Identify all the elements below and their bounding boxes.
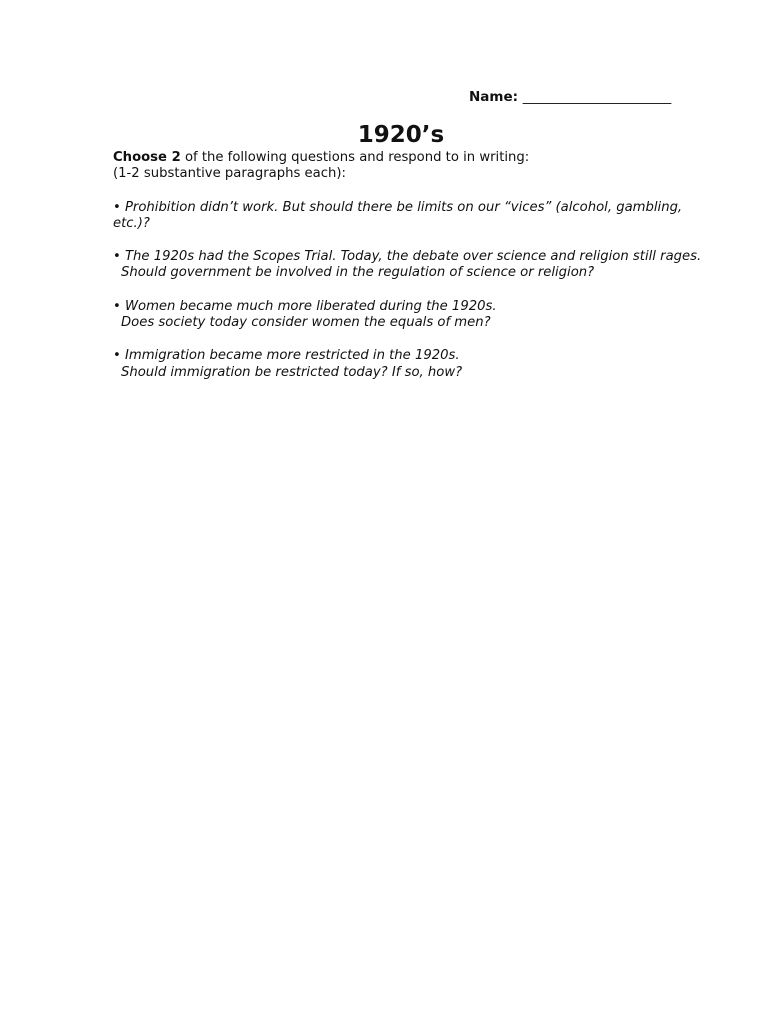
question-followup: Should immigration be restricted today? If so, how? — [121, 364, 463, 380]
bullet-icon: • — [113, 348, 121, 364]
name-blank-line: ______________________ — [522, 89, 672, 105]
question-text: The 1920s had the Scopes Trial. Today, the debate over science and religion still rages. — [120, 249, 702, 265]
question-item — [113, 249, 703, 282]
question-item — [113, 299, 703, 332]
instructions — [113, 150, 703, 183]
name-field — [469, 89, 671, 105]
question-item — [113, 348, 703, 381]
question-text: Prohibition didn’t work. But should there be limits on our “vices” (alcohol, gambling, etc.)? — [113, 199, 683, 231]
name-label: Name: — [469, 89, 519, 105]
question-followup: Should government be involved in the regulation of science or religion? — [121, 265, 595, 281]
instructions-line1: of the following questions and respond to in writing: — [180, 150, 530, 165]
question-text: Women became much more liberated during the 1920s. — [120, 298, 497, 314]
page-title: 1920’s — [357, 122, 445, 148]
bullet-icon: • — [113, 249, 121, 265]
bullet-icon: • — [113, 298, 121, 314]
question-text: Immigration became more restricted in the 1920s. — [120, 348, 460, 364]
question-item — [113, 200, 703, 233]
bullet-icon: • — [113, 199, 121, 215]
question-followup: Does society today consider women the equals of men? — [121, 315, 491, 331]
instructions-lead: Choose 2 — [113, 150, 181, 165]
instructions-line2: (1-2 substantive paragraphs each): — [113, 166, 346, 182]
worksheet-body — [113, 150, 703, 398]
